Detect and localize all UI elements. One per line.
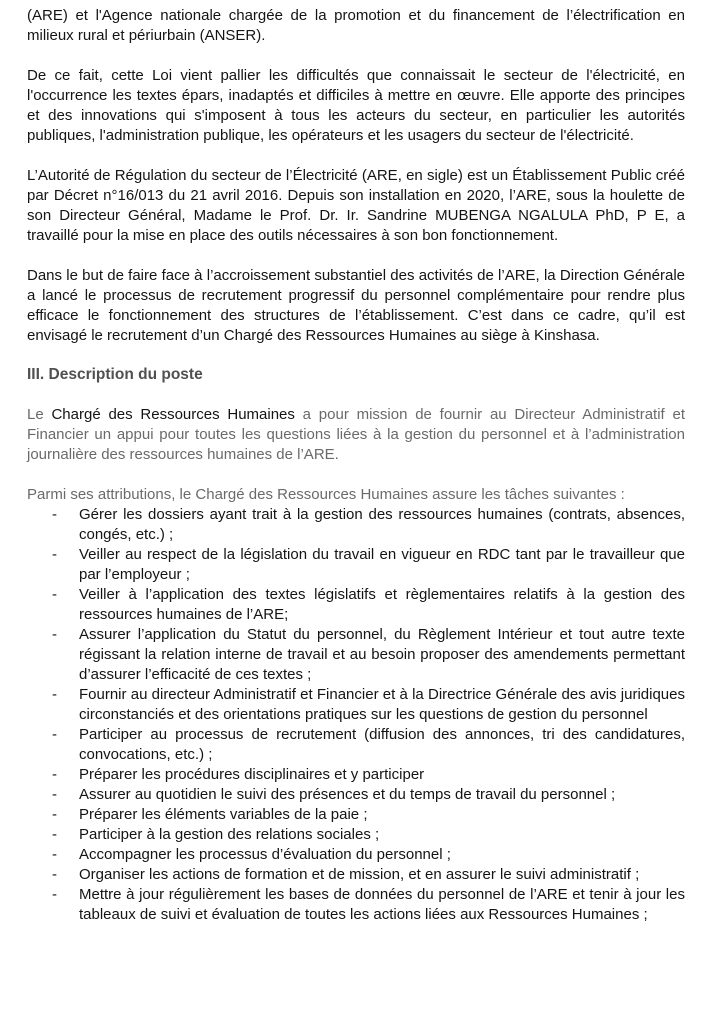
task-item [27,785,685,805]
task-item [27,845,685,865]
task-item [27,805,685,825]
task-text: Veiller à l’application des textes législatifs et règlementaires relatifs à la gestion des ressources humaines de l’ARE; [79,586,685,623]
paragraph-are: L’Autorité de Régulation du secteur de l’Électricité (ARE, en sigle) est un Établissement Public créé par Décret n°16/013 du 21 avril 2016. Depuis son installation en 2020, l’ARE, sous la houlette de son Directeur Général, Madame le Prof. Dr. Ir. Sandrine MUBENGA NGALULA PhD, P E, a travaillé pour la mise en place des outils nécessaires à son bon fonctionnement. [27,167,685,244]
mission-role: Chargé des Ressources Humaines [51,406,295,423]
task-item [27,765,685,785]
task-text: Accompagner les processus d’évaluation du personnel ; [79,846,451,863]
task-item [27,865,685,885]
task-item [27,545,685,585]
mission-paragraph [27,405,685,465]
task-item [27,505,685,545]
bullet-dash: - [52,846,57,863]
bullet-dash: - [52,866,57,883]
task-text: Organiser les actions de formation et de mission, et en assurer le suivi administratif ; [79,866,640,883]
bullet-dash: - [52,546,57,563]
task-text: Assurer au quotidien le suivi des présences et du temps de travail du personnel ; [79,786,616,803]
bullet-dash: - [52,806,57,823]
paragraph-loi: De ce fait, cette Loi vient pallier les difficultés que connaissait le secteur de l'électricité, en l'occurrence les textes épars, inadaptés et difficiles à mettre en œuvre. Elle apporte des principes et des innovations qui s'imposent à tous les acteurs du secteur, en particulier les autorités publiques, l'administration publique, les opérateurs et les usagers du secteur de l'électricité. [27,67,685,144]
bullet-dash: - [52,826,57,843]
task-list [27,505,685,925]
task-text: Préparer les procédures disciplinaires et y participer [79,766,425,783]
task-text: Gérer les dossiers ayant trait à la gestion des ressources humaines (contrats, absences, congés, etc.) ; [79,506,685,543]
mission-prefix: Le [27,406,52,423]
task-text: Participer au processus de recrutement (diffusion des annonces, tri des candidatures, convocations, etc.) ; [79,726,685,763]
task-item [27,625,685,685]
task-item [27,825,685,845]
bullet-dash: - [52,726,57,743]
bullet-dash: - [52,766,57,783]
task-text: Mettre à jour régulièrement les bases de données du personnel de l’ARE et tenir à jour les tableaux de suivi et évaluation de toutes les actions liées aux Ressources Humaines ; [79,886,685,923]
mission-text: a pour mission de fournir au Directeur Administratif et Financier un appui pour toutes les questions liées à la gestion du personnel et à l’administration journalière des ressources humaines de l’ARE. [27,406,686,463]
bullet-dash: - [52,506,57,523]
bullet-dash: - [52,886,57,903]
task-item [27,585,685,625]
attributions-intro: Parmi ses attributions, le Chargé des Ressources Humaines assure les tâches suivantes : [27,486,625,503]
section-heading: III. Description du poste [27,366,203,383]
task-text: Participer à la gestion des relations sociales ; [79,826,380,843]
bullet-dash: - [52,686,57,703]
bullet-dash: - [52,586,57,603]
task-text: Veiller au respect de la législation du travail en vigueur en RDC tant par le travailleur que par l’employeur ; [79,546,685,583]
task-text: Fournir au directeur Administratif et Financier et à la Directrice Générale des avis juridiques circonstanciés et des orientations pratiques sur les questions de gestion du personnel [79,686,685,723]
task-text: Assurer l’application du Statut du personnel, du Règlement Intérieur et tout autre texte régissant la relation interne de travail et au besoin proposer des amendements permettant d’assurer l’efficacité de ces textes ; [79,626,685,683]
task-text: Préparer les éléments variables de la paie ; [79,806,368,823]
task-item [27,885,685,925]
paragraph-recrutement: Dans le but de faire face à l’accroissement substantiel des activités de l’ARE, la Direction Générale a lancé le processus de recrutement progressif du personnel complémentaire pour rendre plus efficace le fonctionnement des structures de l’établissement. C’est dans ce cadre, qu’il est envisagé le recrutement d’un Chargé des Ressources Humaines au siège à Kinshasa. [27,267,685,344]
task-item [27,725,685,765]
intro-fragment: (ARE) et l'Agence nationale chargée de la promotion et du financement de l’électrification en milieux rural et périurbain (ANSER). [27,7,685,44]
document-page [27,6,685,925]
bullet-dash: - [52,786,57,803]
task-item [27,685,685,725]
bullet-dash: - [52,626,57,643]
